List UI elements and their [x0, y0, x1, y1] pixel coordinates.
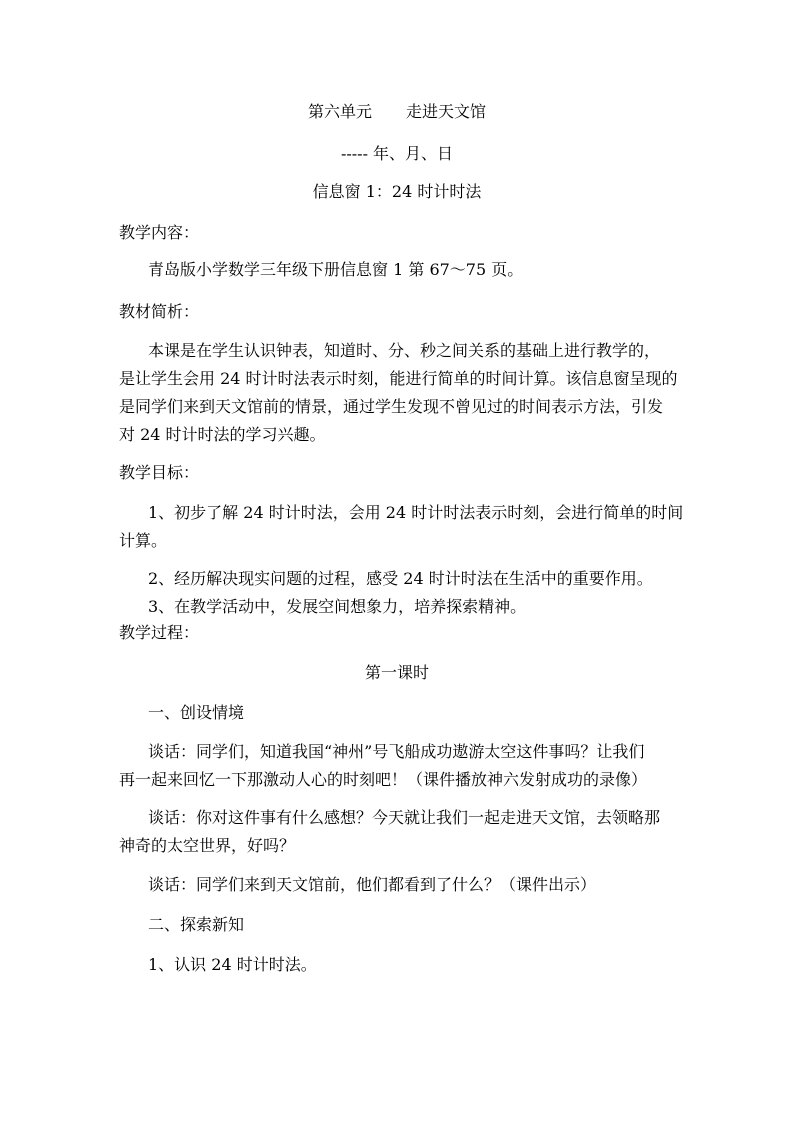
lesson-heading: 第一课时: [364, 663, 429, 682]
talk-line: 谈话：同学们，知道我国“神州”号飞船成功遨游太空这件事吗？让我们: [148, 742, 645, 761]
analysis-line: 是让学生会用 24 时计时法表示时刻，能进行简单的时间计算。该信息窗呈现的: [119, 369, 678, 388]
goal-item: 3、在教学活动中，发展空间想象力，培养探索精神。: [148, 597, 527, 616]
talk-line: 谈话：你对这件事有什么感想？今天就让我们一起走进天文馆，去领略那: [148, 808, 661, 827]
analysis-line: 对 24 时计时法的学习兴趣。: [119, 425, 326, 444]
goal-item: 计算。: [119, 531, 168, 550]
content-text: 青岛版小学数学三年级下册信息窗 1 第 67～75 页。: [148, 260, 524, 279]
goals-label: 教学目标：: [119, 463, 200, 482]
unit-heading: [0, 101, 794, 123]
content-label: 教学内容：: [119, 223, 200, 242]
list-item: 1、认识 24 时计时法。: [148, 955, 317, 974]
analysis-line: 本课是在学生认识钟表，知道时、分、秒之间关系的基础上进行教学的，: [148, 341, 661, 360]
unit-number: 第六单元: [307, 102, 372, 121]
talk-line: 再一起来回忆一下那激动人心的时刻吧！（课件播放神六发射成功的录像）: [119, 770, 648, 789]
process-label: 教学过程：: [119, 623, 200, 642]
section-heading: 二、探索新知: [148, 915, 245, 934]
goal-item: 2、经历解决现实问题的过程，感受 24 时计时法在生活中的重要作用。: [148, 569, 653, 588]
talk-line: 神奇的太空世界，好吗？: [119, 836, 296, 855]
unit-title: 走进天文馆: [406, 102, 487, 121]
analysis-line: 是同学们来到天文馆前的情景，通过学生发现不曾见过的时间表示方法，引发: [119, 397, 664, 416]
analysis-label: 教材简析：: [119, 302, 200, 321]
section-heading: 一、创设情境: [148, 703, 245, 722]
talk-line: 谈话：同学们来到天文馆前，他们都看到了什么？（课件出示）: [148, 875, 597, 894]
info-window-title: 信息窗 1：24 时计时法: [312, 182, 482, 201]
subtitle: ----- 年、月、日: [340, 144, 454, 163]
goal-item: 1、初步了解 24 时计时法，会用 24 时计时法表示时刻，会进行简单的时间: [148, 503, 684, 522]
